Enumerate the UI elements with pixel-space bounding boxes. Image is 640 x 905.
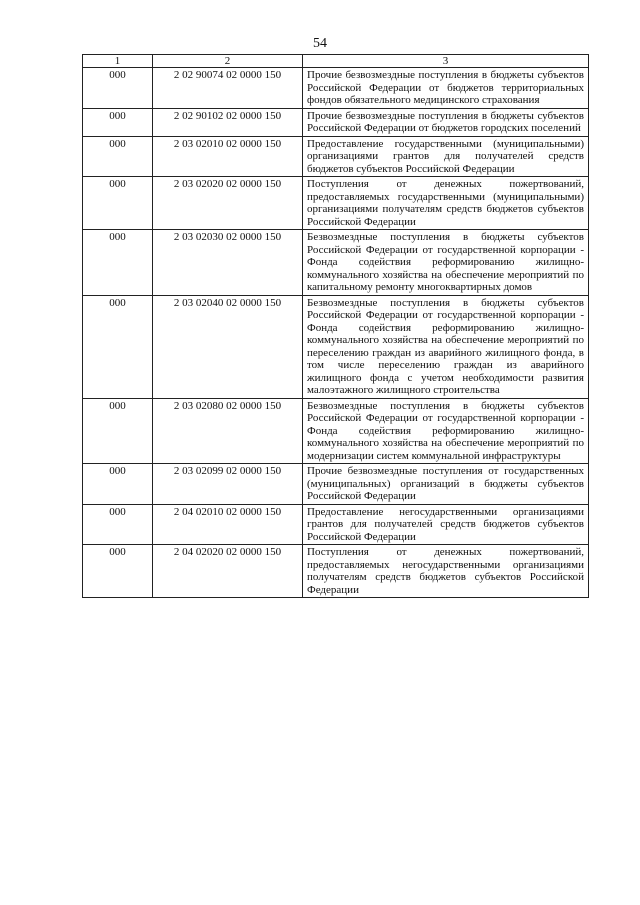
description-cell: Поступления от денежных пожертвований, предоставляемых государственными (муниципальными) организациями получателям средств бюджетов субъектов Российской Федерации bbox=[303, 177, 589, 230]
budget-code-cell: 2 03 02080 02 0000 150 bbox=[153, 398, 303, 464]
description-cell: Поступления от денежных пожертвований, предоставляемых негосударственными организациями получателям средств бюджетов субъектов Российской Федерации bbox=[303, 545, 589, 598]
budget-revenue-table bbox=[82, 54, 589, 598]
admin-code-cell: 000 bbox=[83, 545, 153, 598]
header-col-1: 1 bbox=[83, 55, 153, 68]
admin-code-cell: 000 bbox=[83, 68, 153, 109]
table-row bbox=[83, 108, 589, 136]
table-row bbox=[83, 545, 589, 598]
budget-code-cell: 2 03 02099 02 0000 150 bbox=[153, 464, 303, 505]
admin-code-cell: 000 bbox=[83, 398, 153, 464]
table-row bbox=[83, 464, 589, 505]
header-col-2: 2 bbox=[153, 55, 303, 68]
table-row bbox=[83, 177, 589, 230]
budget-code-cell: 2 03 02040 02 0000 150 bbox=[153, 295, 303, 398]
table-body bbox=[83, 68, 589, 598]
budget-code-cell: 2 03 02030 02 0000 150 bbox=[153, 230, 303, 296]
description-cell: Прочие безвозмездные поступления в бюджеты субъектов Российской Федерации от бюджетов территориальных фондов обязательного медицинского страхования bbox=[303, 68, 589, 109]
table-row bbox=[83, 136, 589, 177]
description-cell: Безвозмездные поступления в бюджеты субъектов Российской Федерации от государственной корпорации - Фонда содействия реформированию жилищно-коммунального хозяйства на обеспечение мероприятий по капитальному ремонту многоквартирных домов bbox=[303, 230, 589, 296]
table-row bbox=[83, 68, 589, 109]
description-cell: Предоставление государственными (муниципальными) организациями грантов для получателей средств бюджетов субъектов Российской Федерации bbox=[303, 136, 589, 177]
budget-code-cell: 2 02 90074 02 0000 150 bbox=[153, 68, 303, 109]
budget-code-cell: 2 03 02010 02 0000 150 bbox=[153, 136, 303, 177]
budget-code-cell: 2 04 02010 02 0000 150 bbox=[153, 504, 303, 545]
table-row bbox=[83, 398, 589, 464]
header-col-3: 3 bbox=[303, 55, 589, 68]
budget-code-cell: 2 04 02020 02 0000 150 bbox=[153, 545, 303, 598]
budget-code-cell: 2 02 90102 02 0000 150 bbox=[153, 108, 303, 136]
description-cell: Предоставление негосударственными организациями грантов для получателей средств бюджетов субъектов Российской Федерации bbox=[303, 504, 589, 545]
description-cell: Безвозмездные поступления в бюджеты субъектов Российской Федерации от государственной корпорации - Фонда содействия реформированию жилищно-коммунального хозяйства на обеспечение мероприятий по переселению граждан из аварийного жилищного фонда, в том числе переселению граждан из аварийного жилищного фонда с учетом необходимости развития малоэтажного жилищного строительства bbox=[303, 295, 589, 398]
admin-code-cell: 000 bbox=[83, 136, 153, 177]
header-row bbox=[83, 55, 589, 68]
admin-code-cell: 000 bbox=[83, 230, 153, 296]
admin-code-cell: 000 bbox=[83, 464, 153, 505]
page-number: 54 bbox=[313, 36, 327, 51]
table-row bbox=[83, 230, 589, 296]
admin-code-cell: 000 bbox=[83, 108, 153, 136]
table-header bbox=[83, 55, 589, 68]
admin-code-cell: 000 bbox=[83, 504, 153, 545]
table-row bbox=[83, 295, 589, 398]
table-row bbox=[83, 504, 589, 545]
description-cell: Безвозмездные поступления в бюджеты субъектов Российской Федерации от государственной корпорации - Фонда содействия реформированию жилищно-коммунального хозяйства на обеспечение мероприятий по модернизации систем коммунальной инфраструктуры bbox=[303, 398, 589, 464]
budget-code-cell: 2 03 02020 02 0000 150 bbox=[153, 177, 303, 230]
description-cell: Прочие безвозмездные поступления в бюджеты субъектов Российской Федерации от бюджетов городских поселений bbox=[303, 108, 589, 136]
description-cell: Прочие безвозмездные поступления от государственных (муниципальных) организаций в бюджеты субъектов Российской Федерации bbox=[303, 464, 589, 505]
admin-code-cell: 000 bbox=[83, 295, 153, 398]
admin-code-cell: 000 bbox=[83, 177, 153, 230]
